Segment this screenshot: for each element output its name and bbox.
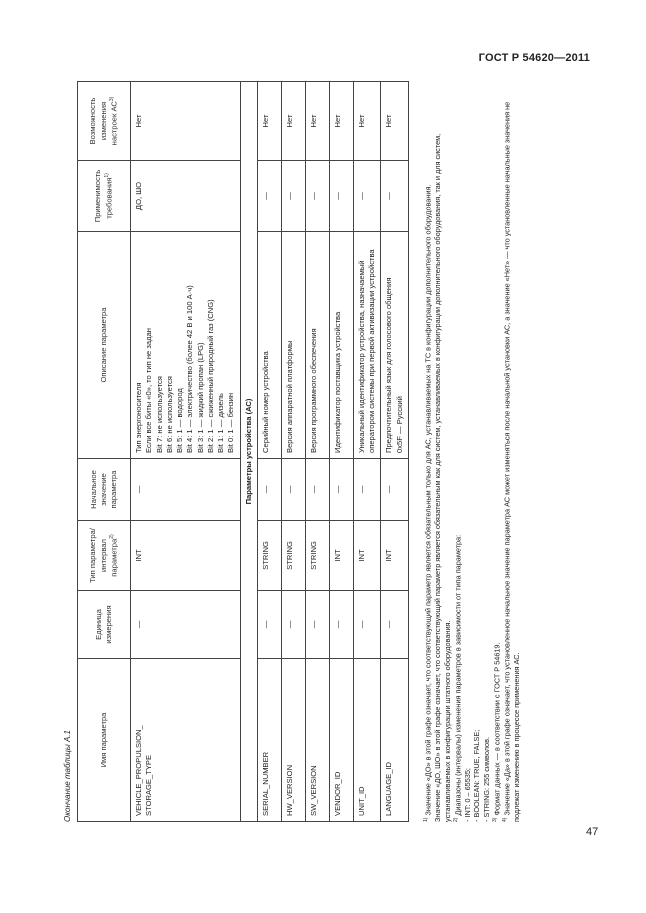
footnote-ref: 3) <box>108 96 115 102</box>
footnote-marker: 2) <box>452 817 459 822</box>
cell-type: INT <box>381 521 409 591</box>
cell-unit: — <box>353 591 381 659</box>
footnote-text: - INT: 0 – 65535; <box>462 768 472 822</box>
cell-change: Нет <box>131 82 241 161</box>
cell-name: VENDOR_ID <box>329 659 353 822</box>
cell-description: Идентификатор поставщика устройства <box>329 232 353 459</box>
cell-type: STRING <box>281 521 305 591</box>
footnote-text: Значение «Да» в этой графе означает, что установленное начальное значение параметра АС может изменяться после начальной установки АС, а значение «Нет» — что установленные начальные значения не подлежат изменению в процессе применения АС. <box>502 101 522 822</box>
cell-applicability: — <box>353 161 381 232</box>
desc-line: Bit 7: не используется <box>154 376 164 453</box>
cell-initial: — <box>353 459 381 521</box>
footnote <box>423 82 433 822</box>
cell-change: Нет <box>329 82 353 161</box>
section-title: Параметры устройства (АС) <box>240 82 257 822</box>
cell-change: Нет <box>281 82 305 161</box>
footnote-text: Диапазоны (интервалы) изменения параметров в зависимости от типа параметра: <box>452 534 462 816</box>
cell-applicability: — <box>257 161 281 232</box>
footnote-marker: 4) <box>501 817 508 822</box>
cell-type: STRING <box>305 521 329 591</box>
cell-description <box>131 232 241 459</box>
cell-unit: — <box>381 591 409 659</box>
continuation-label: Окончание таблицы А.1 <box>63 730 72 822</box>
cell-applicability: — <box>281 161 305 232</box>
table-row <box>305 82 329 822</box>
col-header-change-text: Возможность изменения настроек АС <box>88 97 119 146</box>
cell-applicability: — <box>381 161 409 232</box>
cell-initial: — <box>281 459 305 521</box>
table-row <box>281 82 305 822</box>
footnote-ref: 2) <box>108 534 115 539</box>
footnote-marker: 3) <box>491 817 498 822</box>
footnote-text: - BOOLEAN: TRUE, FALSE; <box>472 729 482 822</box>
footnote-text: Значение «ДО» в этой графе означает, что соответствующий параметр является обязательным только для АС, устанавливаемых на ТС в конфигурации дополнительного оборудования. <box>423 184 433 816</box>
cell-type: STRING <box>257 521 281 591</box>
cell-applicability: — <box>329 161 353 232</box>
cell-unit: — <box>281 591 305 659</box>
desc-line: Предпочтительный язык для голосового общения <box>384 277 394 453</box>
cell-description: Версия программного обеспечения <box>305 232 329 459</box>
footnote <box>433 82 452 822</box>
parameters-table <box>77 81 409 822</box>
cell-name: VEHICLE_PROPULSION_ STORAGE_TYPE <box>131 659 241 822</box>
col-header-type-text: Тип параметра/ интервал параметра <box>88 528 119 583</box>
cell-name: SERIAL_NUMBER <box>257 659 281 822</box>
footnote <box>453 82 463 822</box>
desc-line: Bit 5: 1 — водород <box>175 388 184 453</box>
cell-type: INT <box>329 521 353 591</box>
cell-change: Нет <box>381 82 409 161</box>
cell-name: HW_VERSION <box>281 659 305 822</box>
cell-change: Нет <box>305 82 329 161</box>
col-header-description: Описание параметра <box>78 232 131 459</box>
desc-line: 0x5F — Русский <box>394 396 404 453</box>
col-header-applicability <box>78 161 131 232</box>
cell-change: Нет <box>353 82 381 161</box>
col-header-applicability-text: Применимость требования <box>93 169 114 223</box>
cell-applicability: ДО, ШО <box>131 161 241 232</box>
section-row <box>240 82 257 822</box>
cell-initial: — <box>305 459 329 521</box>
footnote-text: Значение «ДО, ШО» в этой графе означает, что соответствующий параметр является обязательным как для систем, устанавливаемых в конфигурации дополнительного оборудования, так и для систем, устанавливаемых в конфигурации штатного оборудования. <box>433 133 452 822</box>
col-header-name: Имя параметра <box>78 659 131 822</box>
table-header-row <box>78 82 131 822</box>
footnote-text: Формат данных — в соответствии с ГОСТ Р 54619. <box>492 642 502 816</box>
cell-initial: — <box>131 459 241 521</box>
cell-name: SW_VERSION <box>305 659 329 822</box>
table-row <box>257 82 281 822</box>
footnote <box>502 82 522 822</box>
cell-description <box>381 232 409 459</box>
footnote-marker: 1) <box>423 817 429 822</box>
desc-line: Bit 4: 1 — электричество (более 42 В и 100 А·ч) <box>185 285 195 453</box>
desc-line: Если все биты «0», то тип не задан <box>144 328 154 453</box>
cell-unit: — <box>257 591 281 659</box>
table-row <box>353 82 381 822</box>
footnote <box>492 82 502 822</box>
table-row <box>131 82 241 822</box>
desc-line: Bit 6: не используется <box>164 376 174 453</box>
col-header-initial: Начальное значение параметра <box>78 459 131 521</box>
cell-unit: — <box>329 591 353 659</box>
footnote-ref: 1) <box>103 173 110 178</box>
cell-name: UNIT_ID <box>353 659 381 822</box>
footnote-text: - STRING: 255 символов. <box>482 736 492 822</box>
footnote <box>482 82 492 822</box>
col-header-unit: Единица измерения <box>78 591 131 659</box>
footnote <box>463 82 473 822</box>
desc-line: Bit 3: 1 — жидкий пропан (LPG) <box>195 342 205 453</box>
cell-unit: — <box>131 591 241 659</box>
cell-description: Серийный номер устройства <box>257 232 281 459</box>
cell-description: Версия аппаратной платформы <box>281 232 305 459</box>
cell-unit: — <box>305 591 329 659</box>
cell-change: Нет <box>257 82 281 161</box>
cell-applicability: — <box>305 161 329 232</box>
cell-initial: — <box>381 459 409 521</box>
cell-initial: — <box>329 459 353 521</box>
footnotes <box>423 82 522 822</box>
desc-line: Bit 0: 1 — бензин <box>226 392 236 453</box>
desc-line: Тип энергоносителя <box>134 382 143 453</box>
rotated-content <box>63 82 545 822</box>
document-header: ГОСТ Р 54620—2011 <box>478 52 590 64</box>
cell-type: INT <box>353 521 381 591</box>
cell-name: LANGUAGE_ID <box>381 659 409 822</box>
table-row <box>381 82 409 822</box>
cell-description: Уникальный идентификатор устройства, назначаемый оператором системы при первой активизации устройства <box>353 232 381 459</box>
page-number: 47 <box>586 826 599 838</box>
footnote <box>472 82 482 822</box>
col-header-type <box>78 521 131 591</box>
cell-initial: — <box>257 459 281 521</box>
col-header-change <box>78 82 131 161</box>
desc-line: Bit 2: 1 — сжиженный природный газ (CNG) <box>205 299 215 453</box>
cell-type: INT <box>131 521 241 591</box>
desc-line: Bit 1: 1 — дизель <box>216 393 225 453</box>
table-row <box>329 82 353 822</box>
